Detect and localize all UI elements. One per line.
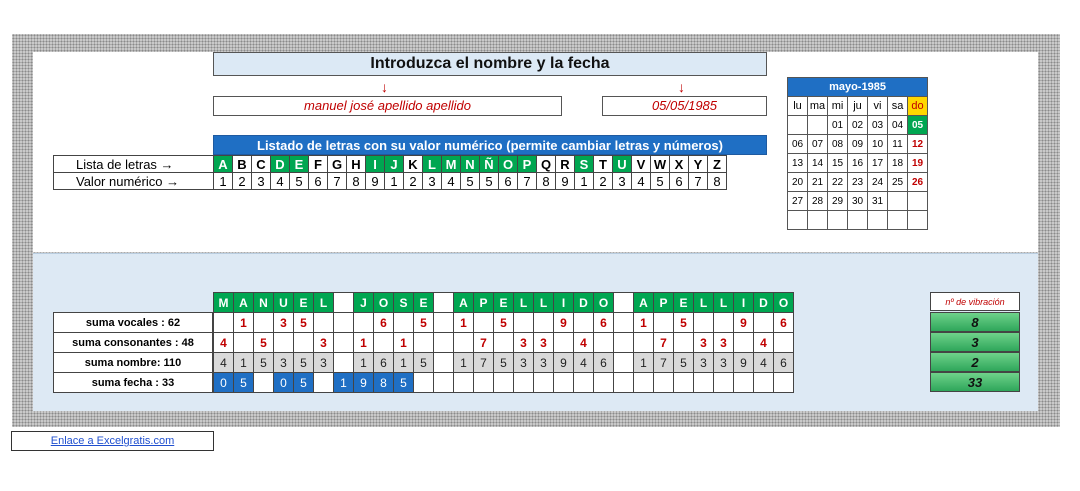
value-cell[interactable]: 4 <box>271 173 290 190</box>
letter-cell[interactable]: C <box>252 156 271 173</box>
consonant-value-cell <box>414 333 434 353</box>
name-value-cell: 1 <box>234 353 254 373</box>
value-cell[interactable]: 9 <box>556 173 575 190</box>
letter-cell[interactable]: B <box>233 156 252 173</box>
calendar-day <box>808 116 828 135</box>
date-value-cell <box>674 373 694 393</box>
value-cell[interactable]: 4 <box>632 173 651 190</box>
date-value-cell <box>534 373 554 393</box>
name-letter-cell: O <box>594 293 614 313</box>
name-value-cell: 6 <box>374 353 394 373</box>
calendar-day: 25 <box>888 173 908 192</box>
vowel-value-cell: 6 <box>774 313 794 333</box>
vowel-value-cell: 5 <box>494 313 514 333</box>
calendar-day: 24 <box>868 173 888 192</box>
consonant-value-cell: 7 <box>474 333 494 353</box>
calendar-day <box>908 192 928 211</box>
vowel-value-cell: 1 <box>634 313 654 333</box>
date-value-cell <box>474 373 494 393</box>
value-cell[interactable]: 3 <box>423 173 442 190</box>
consonant-value-cell <box>454 333 474 353</box>
calendar-day: 14 <box>808 154 828 173</box>
page-title: Introduzca el nombre y la fecha <box>213 52 767 76</box>
calendar-day: 17 <box>868 154 888 173</box>
calendar-day: 03 <box>868 116 888 135</box>
letter-cell[interactable]: G <box>328 156 347 173</box>
date-value-cell: 8 <box>374 373 394 393</box>
name-letter-cell: D <box>754 293 774 313</box>
consonant-value-cell: 1 <box>394 333 414 353</box>
consonant-value-cell <box>234 333 254 353</box>
value-cell[interactable]: 7 <box>518 173 537 190</box>
date-value-cell <box>614 373 634 393</box>
value-cell[interactable]: 5 <box>480 173 499 190</box>
calendar-day: 21 <box>808 173 828 192</box>
name-letter-cell: U <box>274 293 294 313</box>
name-letter-cell: M <box>214 293 234 313</box>
value-cell[interactable]: 6 <box>670 173 689 190</box>
vibration-vowels: 8 <box>930 312 1020 332</box>
name-letter-cell: L <box>514 293 534 313</box>
name-value-cell: 3 <box>694 353 714 373</box>
calendar-day: 07 <box>808 135 828 154</box>
calendar-day <box>868 211 888 230</box>
letter-cell[interactable]: S <box>575 156 594 173</box>
letter-cell[interactable]: E <box>290 156 309 173</box>
vowel-value-cell: 9 <box>734 313 754 333</box>
calendar-day: 09 <box>848 135 868 154</box>
name-value-cell: 1 <box>354 353 374 373</box>
date-value-cell <box>714 373 734 393</box>
date-input[interactable]: 05/05/1985 <box>602 96 767 116</box>
letter-cell[interactable]: P <box>518 156 537 173</box>
vowel-value-cell <box>614 313 634 333</box>
date-value-cell <box>514 373 534 393</box>
letter-cell[interactable]: Ñ <box>480 156 499 173</box>
vowel-value-cell <box>474 313 494 333</box>
consonant-value-cell: 7 <box>654 333 674 353</box>
name-letter-cell: L <box>714 293 734 313</box>
name-value-cell: 5 <box>254 353 274 373</box>
date-value-cell <box>774 373 794 393</box>
calendar-month: mayo-1985 <box>788 78 928 97</box>
calendar-day: 29 <box>828 192 848 211</box>
calendar-day: 27 <box>788 192 808 211</box>
vowel-value-cell <box>514 313 534 333</box>
calendar-day: 26 <box>908 173 928 192</box>
name-letter-cell: E <box>294 293 314 313</box>
letter-cell[interactable]: F <box>309 156 328 173</box>
value-cell[interactable]: 1 <box>385 173 404 190</box>
name-letter-cell: A <box>634 293 654 313</box>
name-letter-cell: O <box>374 293 394 313</box>
value-cell[interactable]: 2 <box>594 173 613 190</box>
date-value-cell <box>434 373 454 393</box>
value-cell[interactable]: 7 <box>328 173 347 190</box>
name-value-cell: 3 <box>274 353 294 373</box>
calendar-day: 19 <box>908 154 928 173</box>
name-letter-cell: J <box>354 293 374 313</box>
calendar-weekday: vi <box>868 97 888 116</box>
date-value-cell: 1 <box>334 373 354 393</box>
name-value-cell: 7 <box>654 353 674 373</box>
vowel-value-cell: 5 <box>414 313 434 333</box>
calendar-day: 22 <box>828 173 848 192</box>
name-value-cell: 3 <box>534 353 554 373</box>
letter-cell[interactable]: Z <box>708 156 727 173</box>
letter-cell[interactable]: X <box>670 156 689 173</box>
vowel-value-cell <box>754 313 774 333</box>
date-value-cell <box>554 373 574 393</box>
vowel-value-cell <box>354 313 374 333</box>
name-letter-cell: N <box>254 293 274 313</box>
name-value-cell: 7 <box>474 353 494 373</box>
date-value-cell: 5 <box>394 373 414 393</box>
calendar-day <box>848 211 868 230</box>
date-value-cell <box>574 373 594 393</box>
name-letter-cell: O <box>774 293 794 313</box>
letter-cell[interactable]: V <box>632 156 651 173</box>
name-value-cell: 4 <box>214 353 234 373</box>
name-letter-cell: L <box>314 293 334 313</box>
letter-cell[interactable]: Q <box>537 156 556 173</box>
calendar-day: 30 <box>848 192 868 211</box>
vowel-value-cell <box>334 313 354 333</box>
letter-cell[interactable]: L <box>423 156 442 173</box>
letter-cell[interactable]: A <box>214 156 233 173</box>
consonant-value-cell <box>374 333 394 353</box>
calendar-weekday: ma <box>808 97 828 116</box>
name-value-cell: 4 <box>574 353 594 373</box>
calendar-weekday: lu <box>788 97 808 116</box>
name-grid <box>213 292 794 393</box>
consonant-value-cell: 3 <box>714 333 734 353</box>
value-cell[interactable]: 6 <box>309 173 328 190</box>
calendar-day <box>888 192 908 211</box>
consonant-value-cell <box>634 333 654 353</box>
name-input[interactable]: manuel josé apellido apellido <box>213 96 562 116</box>
vowel-value-cell <box>434 313 454 333</box>
value-cell[interactable]: 2 <box>404 173 423 190</box>
calendar-weekday: ju <box>848 97 868 116</box>
consonant-value-cell <box>274 333 294 353</box>
calendar-day: 12 <box>908 135 928 154</box>
value-cell[interactable]: 1 <box>575 173 594 190</box>
vowel-value-cell <box>654 313 674 333</box>
name-letter-cell: P <box>654 293 674 313</box>
consonant-value-cell: 3 <box>514 333 534 353</box>
vowel-value-cell: 3 <box>274 313 294 333</box>
vowel-value-cell <box>214 313 234 333</box>
consonant-value-cell: 3 <box>694 333 714 353</box>
calendar-day: 31 <box>868 192 888 211</box>
name-value-cell: 5 <box>674 353 694 373</box>
name-value-cell: 9 <box>554 353 574 373</box>
consonant-value-cell <box>614 333 634 353</box>
vibration-header: nº de vibración <box>930 292 1020 311</box>
value-cell[interactable]: 3 <box>613 173 632 190</box>
excelgratis-link[interactable]: Enlace a Excelgratis.com <box>11 431 214 451</box>
vowel-value-cell: 6 <box>374 313 394 333</box>
consonant-value-cell <box>434 333 454 353</box>
name-letter-cell: I <box>734 293 754 313</box>
consonant-value-cell <box>734 333 754 353</box>
name-letter-cell <box>434 293 454 313</box>
consonant-value-cell: 1 <box>354 333 374 353</box>
name-letter-cell: A <box>234 293 254 313</box>
values-row-label: Valor numérico → <box>54 173 214 190</box>
value-cell[interactable]: 6 <box>499 173 518 190</box>
consonant-value-cell <box>294 333 314 353</box>
date-value-cell <box>734 373 754 393</box>
name-value-cell: 6 <box>774 353 794 373</box>
name-value-cell <box>334 353 354 373</box>
calendar <box>787 77 928 230</box>
name-letter-cell: E <box>494 293 514 313</box>
vowel-value-cell <box>534 313 554 333</box>
calendar-day: 15 <box>828 154 848 173</box>
letter-cell[interactable]: M <box>442 156 461 173</box>
value-cell[interactable]: 2 <box>233 173 252 190</box>
calendar-day: 04 <box>888 116 908 135</box>
vowel-value-cell: 1 <box>454 313 474 333</box>
vowel-value-cell: 6 <box>594 313 614 333</box>
calendar-day <box>788 116 808 135</box>
consonant-value-cell <box>774 333 794 353</box>
calendar-day: 13 <box>788 154 808 173</box>
calendar-day <box>808 211 828 230</box>
name-value-cell: 5 <box>294 353 314 373</box>
name-value-cell: 3 <box>514 353 534 373</box>
calendar-day: 18 <box>888 154 908 173</box>
vowel-value-cell <box>694 313 714 333</box>
name-letter-cell <box>334 293 354 313</box>
calendar-day: 11 <box>888 135 908 154</box>
calendar-day: 20 <box>788 173 808 192</box>
letter-cell[interactable]: J <box>385 156 404 173</box>
name-value-cell <box>434 353 454 373</box>
vowel-value-cell <box>574 313 594 333</box>
name-value-cell: 3 <box>314 353 334 373</box>
calendar-weekday: mi <box>828 97 848 116</box>
consonant-value-cell <box>674 333 694 353</box>
letters-table-title: Listado de letras con su valor numérico (permite cambiar letras y números) <box>213 135 767 155</box>
date-value-cell <box>754 373 774 393</box>
date-value-cell: 9 <box>354 373 374 393</box>
down-arrow-icon: ↓ <box>678 79 685 95</box>
consonant-value-cell <box>594 333 614 353</box>
name-letter-cell: S <box>394 293 414 313</box>
date-value-cell: 5 <box>294 373 314 393</box>
calendar-weekday: do <box>908 97 928 116</box>
value-cell[interactable]: 5 <box>290 173 309 190</box>
name-value-cell: 5 <box>414 353 434 373</box>
name-letter-cell <box>614 293 634 313</box>
calendar-day: 02 <box>848 116 868 135</box>
date-value-cell <box>254 373 274 393</box>
vowel-value-cell: 9 <box>554 313 574 333</box>
vowel-value-cell <box>394 313 414 333</box>
value-cell[interactable]: 1 <box>214 173 233 190</box>
letter-cell[interactable]: D <box>271 156 290 173</box>
sum-date-label: suma fecha : 33 <box>53 372 213 393</box>
name-value-cell: 6 <box>594 353 614 373</box>
letters-row-label: Lista de letras → <box>54 156 214 173</box>
value-cell[interactable]: 9 <box>366 173 385 190</box>
calendar-day: 01 <box>828 116 848 135</box>
sum-vowels-label: suma vocales : 62 <box>53 312 213 333</box>
letter-cell[interactable]: O <box>499 156 518 173</box>
vowel-value-cell <box>714 313 734 333</box>
value-cell[interactable]: 5 <box>651 173 670 190</box>
date-value-cell: 0 <box>214 373 234 393</box>
name-letter-cell: E <box>674 293 694 313</box>
consonant-value-cell: 4 <box>574 333 594 353</box>
value-cell[interactable]: 7 <box>689 173 708 190</box>
name-value-cell: 4 <box>754 353 774 373</box>
value-cell[interactable]: 8 <box>347 173 366 190</box>
name-value-cell: 5 <box>494 353 514 373</box>
vibration-consonants: 3 <box>930 332 1020 352</box>
date-value-cell <box>594 373 614 393</box>
calendar-day <box>828 211 848 230</box>
letter-cell[interactable]: I <box>366 156 385 173</box>
consonant-value-cell: 4 <box>214 333 234 353</box>
date-value-cell <box>454 373 474 393</box>
letter-cell[interactable]: T <box>594 156 613 173</box>
letter-cell[interactable]: W <box>651 156 670 173</box>
letter-cell[interactable]: N <box>461 156 480 173</box>
letter-cell[interactable]: K <box>404 156 423 173</box>
name-value-cell <box>614 353 634 373</box>
name-value-cell: 3 <box>714 353 734 373</box>
letter-cell[interactable]: Y <box>689 156 708 173</box>
vibration-date: 33 <box>930 372 1020 392</box>
letter-cell[interactable]: H <box>347 156 366 173</box>
value-cell[interactable]: 4 <box>442 173 461 190</box>
consonant-value-cell <box>554 333 574 353</box>
calendar-day: 08 <box>828 135 848 154</box>
consonant-value-cell <box>334 333 354 353</box>
consonant-value-cell <box>494 333 514 353</box>
vowel-value-cell <box>254 313 274 333</box>
value-cell[interactable]: 5 <box>461 173 480 190</box>
letter-cell[interactable]: R <box>556 156 575 173</box>
name-letter-cell: E <box>414 293 434 313</box>
date-value-cell <box>634 373 654 393</box>
date-value-cell: 0 <box>274 373 294 393</box>
calendar-day: 16 <box>848 154 868 173</box>
calendar-day: 23 <box>848 173 868 192</box>
name-letter-cell: L <box>694 293 714 313</box>
vowel-value-cell: 5 <box>674 313 694 333</box>
calendar-day <box>908 211 928 230</box>
vowel-value-cell: 5 <box>294 313 314 333</box>
vibration-name: 2 <box>930 352 1020 372</box>
consonant-value-cell: 3 <box>534 333 554 353</box>
calendar-day: 06 <box>788 135 808 154</box>
sum-consonants-label: suma consonantes : 48 <box>53 332 213 353</box>
date-value-cell <box>654 373 674 393</box>
calendar-day: 05 <box>908 116 928 135</box>
calendar-day <box>788 211 808 230</box>
name-value-cell: 1 <box>394 353 414 373</box>
name-letter-cell: I <box>554 293 574 313</box>
name-letter-cell: P <box>474 293 494 313</box>
sum-name-label: suma nombre: 110 <box>53 352 213 373</box>
date-value-cell <box>494 373 514 393</box>
name-value-cell: 1 <box>634 353 654 373</box>
calendar-day: 28 <box>808 192 828 211</box>
calendar-day <box>888 211 908 230</box>
name-value-cell: 1 <box>454 353 474 373</box>
consonant-value-cell: 3 <box>314 333 334 353</box>
letter-cell[interactable]: U <box>613 156 632 173</box>
value-cell[interactable]: 3 <box>252 173 271 190</box>
value-cell[interactable]: 8 <box>708 173 727 190</box>
vowel-value-cell: 1 <box>234 313 254 333</box>
date-value-cell <box>694 373 714 393</box>
date-value-cell <box>414 373 434 393</box>
letters-table <box>53 155 727 190</box>
name-letter-cell: D <box>574 293 594 313</box>
name-letter-cell: A <box>454 293 474 313</box>
consonant-value-cell: 4 <box>754 333 774 353</box>
calendar-day: 10 <box>868 135 888 154</box>
date-value-cell <box>314 373 334 393</box>
consonant-value-cell: 5 <box>254 333 274 353</box>
name-value-cell: 9 <box>734 353 754 373</box>
vowel-value-cell <box>314 313 334 333</box>
down-arrow-icon: ↓ <box>381 79 388 95</box>
calendar-weekday: sa <box>888 97 908 116</box>
date-value-cell: 5 <box>234 373 254 393</box>
name-letter-cell: L <box>534 293 554 313</box>
value-cell[interactable]: 8 <box>537 173 556 190</box>
